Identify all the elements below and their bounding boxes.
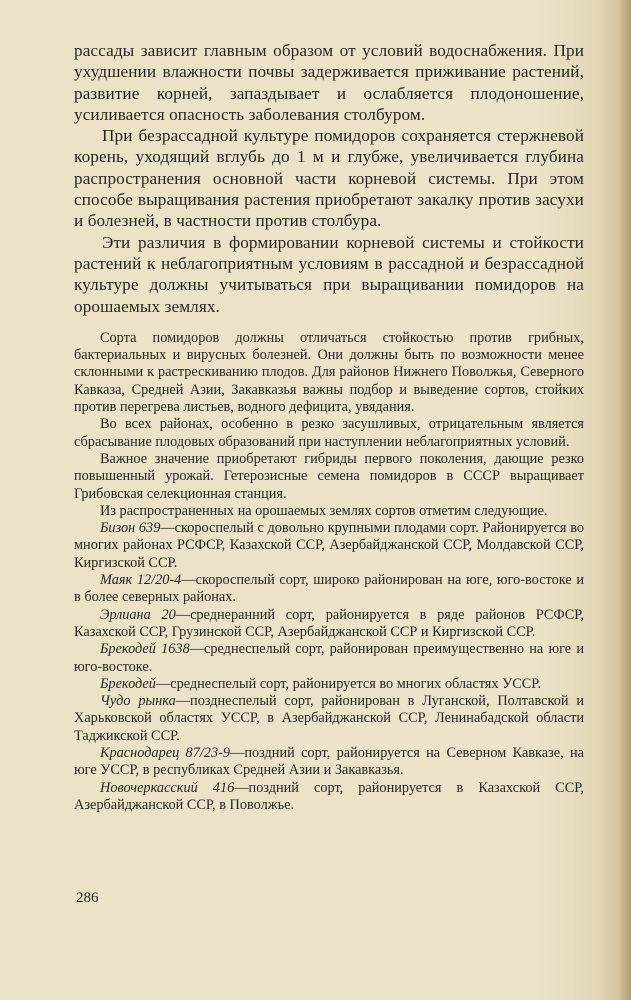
variety-description: —поздний сорт, районируется в Казахской ССР, Азербайджанской ССР, в Поволжье. — [74, 779, 584, 813]
variety-entry — [74, 745, 584, 780]
main-paragraph: Эти различия в формировании корневой системы и стойкости растений к неблагоприятным условиям в рассадной и безрассадной культуре должны учитываться при выращивании помидоров на орошаемых землях. — [74, 232, 584, 316]
variety-name: Чудо рынка — [100, 693, 176, 710]
variety-entry — [74, 572, 584, 607]
variety-name: Маяк 12/20-4 — [100, 572, 182, 589]
main-paragraph: рассады зависит главным образом от условий водоснабжения. При ухудшении влажности почвы задерживается приживание растений, развитие корней, запаздывает и ослабляется плодоношение, усиливается опасность заболевания столбуром. — [74, 41, 584, 124]
small-paragraph: Важное значение приобретают гибриды первого поколения, дающие резко повышенный урожай. Гетерозисные семена помидоров в СССР выращивает Грибовская селекционная станция. — [74, 450, 584, 502]
variety-name: Эрлиана 20 — [100, 606, 176, 623]
variety-name: Брекодей — [100, 675, 156, 692]
small-paragraph: Во всех районах, особенно в резко засушливых, отрицательным является сбрасывание плодовых образований при наступлении неблагоприятных условий. — [74, 416, 584, 450]
variety-name: Краснодарец 87/23-9 — [100, 744, 231, 761]
small-print-section — [74, 330, 584, 814]
small-paragraph: Сорта помидоров должны отличаться стойкостью против грибных, бактериальных и вирусных болезней. Они должны быть по возможности менее склонными к растрескиванию плодов. Для районов Нижнего Поволжья, Северного Кавказа, Средней Азии, Закавказья важны подбор и выведение сортов, стойких против перегрева листьев, водного дефицита, увядания. — [74, 329, 584, 416]
variety-entry — [74, 607, 584, 642]
variety-entry — [74, 641, 584, 676]
variety-description: —скороспелый сорт, широко районирован на юге, юго-востоке и в более северных районах. — [74, 572, 584, 606]
page-edge-shadow — [619, 0, 631, 1000]
small-paragraph: Из распространенных на орошаемых землях сортов отметим следующие. — [100, 502, 548, 519]
variety-name: Новочеркасский 416 — [100, 779, 235, 796]
variety-name: Бизон 639 — [100, 520, 161, 537]
variety-entry — [74, 780, 584, 815]
variety-entry — [74, 693, 584, 745]
variety-name: Брекодей 1638 — [100, 641, 190, 658]
main-paragraph: При безрассадной культуре помидоров сохраняется стержневой корень, уходящий вглубь до 1 м и глубже, увеличивается глубина распространения основной части корневой системы. При этом способе выращивания растения приобретают закалку против засухи и болезней, в частности против столбура. — [74, 126, 584, 231]
page-content — [74, 40, 584, 814]
page-number: 286 — [76, 890, 99, 906]
variety-description: —среднеспелый сорт, районируется во многих областях УССР. — [155, 675, 542, 692]
main-text — [74, 40, 584, 317]
variety-description: —среднеранний сорт, районируется в ряде районов РСФСР, Казахской ССР, Грузинской ССР, Азербайджанской ССР и Киргизской ССР. — [74, 606, 585, 640]
variety-description: —позднеспелый сорт, районирован в Луганской, Полтавской и Харьковской областях УССР, в Азербайджанской ССР, Ленинабадской области Таджикской ССР. — [74, 693, 584, 744]
variety-description: —скороспелый с довольно крупными плодами сорт. Районируется во многих районах РСФСР, Казахской ССР, Азербайджанской ССР, Молдавской ССР, Киргизской ССР. — [74, 520, 584, 571]
variety-description: —среднеспелый сорт, районирован преимущественно на юге и юго-востоке. — [74, 641, 584, 675]
variety-description: —поздний сорт, районируется на Северном Кавказе, на юге УССР, в республиках Средней Азии и Закавказья. — [74, 744, 585, 779]
variety-entry — [74, 520, 584, 572]
variety-entry — [74, 676, 584, 693]
